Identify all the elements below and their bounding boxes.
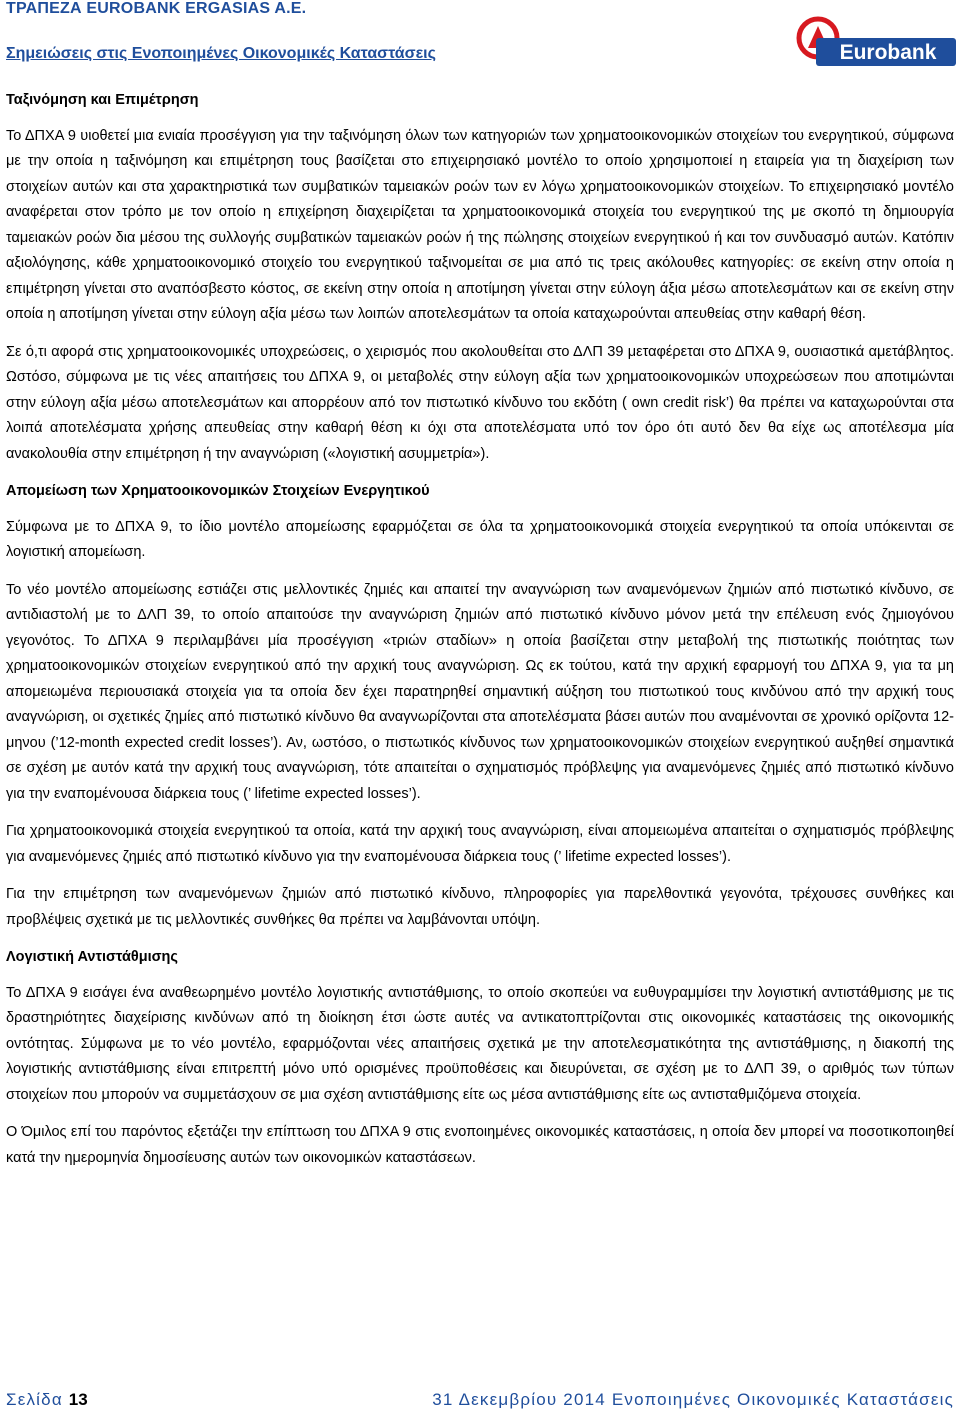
- company-name: ΤΡΑΠΕΖΑ EUROBANK ERGASIAS A.E.: [6, 0, 307, 17]
- paragraph: Σύμφωνα με το ΔΠΧΑ 9, το ίδιο μοντέλο απομείωσης εφαρμόζεται σε όλα τα χρηματοοικονομικά στοιχεία ενεργητικού τα οποία υπόκεινται σε λογιστική απομείωση.: [6, 518, 954, 560]
- paragraph: Για την επιμέτρηση των αναμενόμενων ζημιών από πιστωτικό κίνδυνο, πληροφορίες για παρελθοντικά γεγονότα, τρέχουσες συνθήκες και προβλέψεις σχετικά με τις μελλοντικές συνθήκες θα πρέπει να λαμβάνονται υπόψη.: [6, 886, 954, 928]
- section-heading-classification: Ταξινόμηση και Επιμέτρηση: [6, 92, 199, 108]
- paragraph: Για χρηματοοικονομικά στοιχεία ενεργητικού τα οποία, κατά την αρχική τους αναγνώριση, είναι απομειωμένα απαιτείται ο σχηματισμός πρόβλεψης για αναμενόμενες ζημιές από πιστωτικό κίνδυνο για την εναπομένουσα διάρκεια τους (’ lifetime expected losses’).: [6, 823, 954, 865]
- paragraph: Το ΔΠΧΑ 9 υιοθετεί μια ενιαία προσέγγιση για την ταξινόμηση όλων των κατηγοριών των χρηματοοικονομικών στοιχείων του ενεργητικού, σύμφωνα με την οποία η ταξινόμηση και επιμέτρηση τους βασίζεται στο επιχειρησιακό μοντέλο το οποίο χρησιμοποιεί η εταιρεία για τη διαχείριση των στοιχείων αυτών και στα χαρακτηριστικά των συμβατικών ταμειακών ροών των εν λόγω χρηματοοικονομικών στοιχείων. Το επιχειρησιακό μοντέλο αναφέρεται στον τρόπο με τον οποίο η επιχείρηση διαχειρίζεται τα χρηματοοικονομικά στοιχεία του ενεργητικού της με σκοπό τη δημιουργία ταμειακών ροών δια μέσου της συλλογής συμβατικών ταμειακών ροών ή της πώλησης στοιχείων ενεργητικού ή και τον συνδυασμό αυτών. Κατόπιν αξιολόγησης, κάθε χρηματοοικονομικό στοιχείο του ενεργητικού ταξινομείται σε μια από τις τρεις ακόλουθες κατηγορίες: σε εκείνη στην οποία η επιμέτρηση γίνεται στο αναπόσβεστο κόστος, σε εκείνη στην οποία η αποτίμηση γίνεται στην εύλογη άξια μέσω αποτελεσμάτων και σε εκείνη στην οποία η αποτίμηση γίνεται στην εύλογη αξία μέσω των λοιπών αποτελεσμάτων τα οποία καταχωρούνται απευθείας στην καθαρή θέση.: [6, 127, 954, 322]
- paragraph: Το νέο μοντέλο απομείωσης εστιάζει στις μελλοντικές ζημιές και απαιτεί την αναγνώριση των αναμενόμενων ζημιών από πιστωτικό κίνδυνο, σε αντιδιαστολή με το ΔΛΠ 39, το οποίο απαιτούσε την αναγνώριση ζημιών από πιστωτικό κίνδυνο μόνον μετά την επέλευση ενός ζημιογόνου γεγονότος. Το ΔΠΧΑ 9 περιλαμβάνει μία προσέγγιση «τριών σταδίων» η οποία βασίζεται στην μεταβολή της πιστωτικής ποιότητας των χρηματοοικονομικών στοιχείων ενεργητικού από την αρχική τους αναγνώριση. Ως εκ τούτου, κατά την αρχική εφαρμογή του ΔΠΧΑ 9, για τα μη απομειωμένα περιουσιακά στοιχεία για τα οποία δεν έχει παρατηρηθεί σημαντική αύξηση του πιστωτικού τους κινδύνου από την αρχική τους αναγνώριση, οι σχετικές ζημίες από πιστωτικό κίνδυνο θα αναγνωρίζονται στα αποτελέσματα βάσει αυτών που αναμένονται σε χρονικό ορίζοντα 12-μηνου (’12-month expected credit losses’). Αν, ωστόσο, ο πιστωτικός κίνδυνος των χρηματοοικονομικών στοιχείων ενεργητικού αυξηθεί σημαντικά σε σχέση με αυτόν κατά την αρχική τους αναγνώριση, τότε απαιτείται ο σχηματισμός πρόβλεψης για αναμενόμενες ζημιές από πιστωτικό κίνδυνο για την εναπομένουσα διάρκεια τους (’ lifetime expected losses’).: [6, 581, 954, 802]
- section-heading-impairment: Απομείωση των Χρηματοοικονομικών Στοιχείων Ενεργητικού: [6, 483, 430, 499]
- page-footer: [6, 1390, 954, 1418]
- report-title: 31 Δεκεμβρίου 2014 Ενοποιημένες Οικονομικές Καταστάσεις: [432, 1390, 954, 1409]
- paragraph: Ο Όμιλος επί του παρόντος εξετάζει την επίπτωση του ΔΠΧΑ 9 στις ενοποιημένες οικονομικές καταστάσεις, η οποία δεν μπορεί να ποσοτικοποιηθεί κατά την ημερομηνία δημοσίευσης αυτών των οικονομικών καταστάσεων.: [6, 1124, 954, 1166]
- eurobank-logo: [796, 14, 956, 70]
- logo-text: Eurobank: [839, 41, 937, 64]
- page-indicator: [6, 1390, 88, 1410]
- document-body: [6, 88, 954, 1183]
- section-heading-hedge-accounting: Λογιστική Αντιστάθμισης: [6, 949, 178, 965]
- paragraph: Σε ό,τι αφορά στις χρηματοοικονομικές υποχρεώσεις, ο χειρισμός που ακολουθείται στο ΔΛΠ 39 μεταφέρεται στο ΔΠΧΑ 9, ουσιαστικά αμετάβλητος. Ωστόσο, σύμφωνα με τις νέες απαιτήσεις του ΔΠΧΑ 9, οι μεταβολές στην εύλογη αξία των χρηματοοικονομικών υποχρεώσεων που αποτιμώνται στην εύλογη αξία μέσω αποτελεσμάτων και απορρέουν από τον πιστωτικό κίνδυνο του εκδότη ( own credit risk’) θα πρέπει να καταχωρούνται στα λοιπά αποτελέσματα χρήσης απευθείας στην καθαρή θέση κι όχι στα αποτελέσματα υπό τον όρο ότι αυτό δεν θα είχε ως αποτέλεσμα μία ανακολουθία στην επιμέτρηση ή την αναγνώριση («λογιστική ασυμμετρία»).: [6, 343, 954, 462]
- page-label: Σελίδα: [6, 1390, 63, 1409]
- page-number: 13: [68, 1390, 88, 1409]
- document-subtitle: Σημειώσεις στις Ενοποιημένες Οικονομικές Καταστάσεις: [6, 45, 436, 62]
- paragraph: Το ΔΠΧΑ 9 εισάγει ένα αναθεωρημένο μοντέλο λογιστικής αντιστάθμισης, το οποίο σκοπεύει να ευθυγραμμίσει την λογιστική αντιστάθμισης με τις δραστηριότητες διαχείρισης κινδύνων από τη διοίκηση έτσι ώστε αυτές να αντικατοπτρίζονται στις οικονομικές καταστάσεις της οικονομικής οντότητας. Σύμφωνα με το νέο μοντέλο, εφαρμόζονται νέες απαιτήσεις σχετικά με την αποτελεσματικότητα της αντιστάθμισης, η διακοπή της λογιστικής αντιστάθμισης είναι επιτρεπτή μόνο υπό ορισμένες προϋποθέσεις και διευρύνεται, σε σχέση με το ΔΛΠ 39, ο αριθμός των τύπων στοιχείων που μπορούν να συμμετάσχουν σε μια σχέση αντιστάθμισης είτε ως μέσα αντιστάθμισης είτε ως αντισταθμιζόμενα στοιχεία.: [6, 984, 954, 1103]
